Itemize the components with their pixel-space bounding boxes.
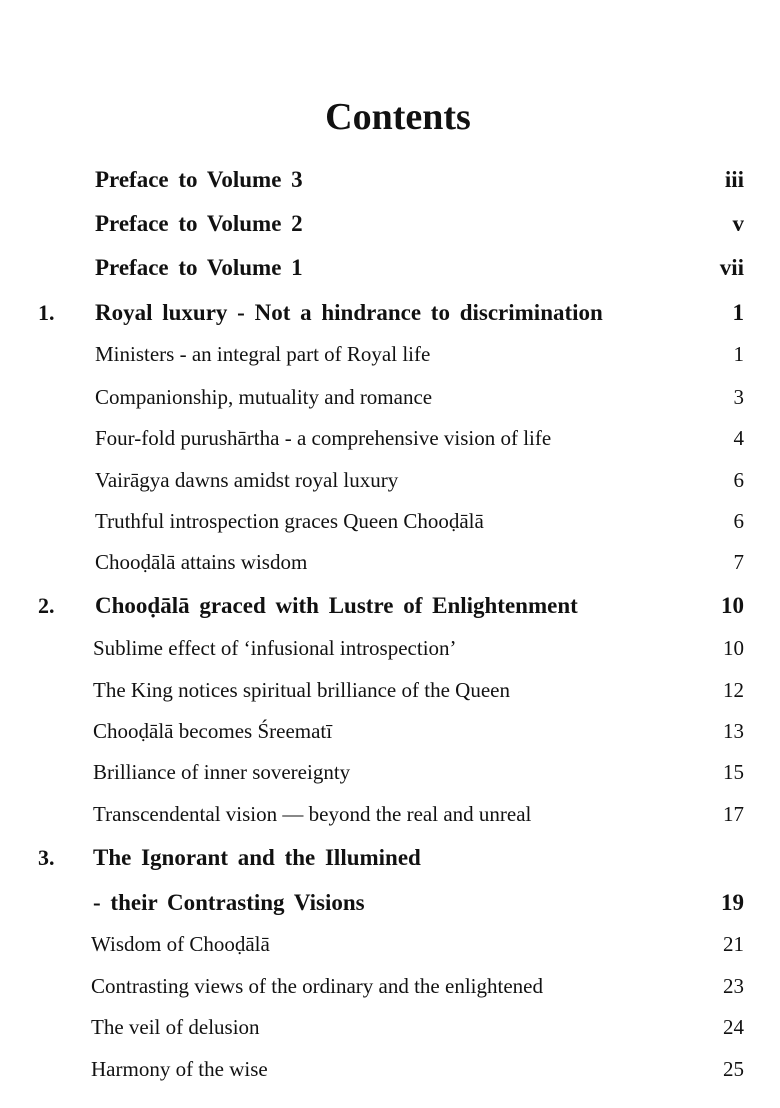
toc-entry (0, 255, 780, 285)
toc-entry (0, 760, 780, 790)
toc-entry (0, 342, 780, 372)
toc-entry (0, 300, 780, 330)
toc-entry (0, 974, 780, 1004)
toc-entry (0, 845, 780, 875)
page-number: 4 (733, 426, 744, 450)
toc-entry (0, 1057, 780, 1087)
page-number: 19 (721, 890, 744, 915)
entry-title: Preface to Volume 2 (95, 211, 303, 236)
page-number: 21 (723, 932, 744, 956)
toc-entry (0, 468, 780, 498)
entry-title: Contrasting views of the ordinary and the enlightened (91, 974, 543, 998)
page-number: 12 (723, 678, 744, 702)
toc-entry (0, 636, 780, 666)
page-number: v (732, 211, 744, 236)
page-number: 6 (733, 468, 744, 492)
page-number: 3 (733, 385, 744, 409)
entry-title: Four-fold purushārtha - a comprehensive vision of life (95, 426, 552, 450)
entry-title: - their Contrasting Visions (93, 890, 365, 915)
entry-title: Chooḍālā attains wisdom (95, 550, 308, 574)
entry-title: Truthful introspection graces Queen Chooḍālā (95, 509, 484, 533)
page-number: 13 (723, 719, 744, 743)
entry-title: Royal luxury - Not a hindrance to discrimination (95, 300, 603, 325)
entry-title: The Ignorant and the Illumined (93, 845, 421, 870)
page-number: 17 (723, 802, 744, 826)
chapter-number: 2. (38, 593, 55, 618)
toc-entry (0, 678, 780, 708)
toc-entry (0, 426, 780, 456)
toc-entry (0, 932, 780, 962)
page-number: 7 (733, 550, 744, 574)
entry-title: Chooḍālā becomes Śreematī (93, 719, 333, 743)
page-title: Contents (325, 96, 471, 138)
entry-title: Ministers - an integral part of Royal life (95, 342, 431, 366)
page-number: 10 (723, 636, 744, 660)
toc-entry (0, 593, 780, 623)
page-number: 6 (733, 509, 744, 533)
entry-title: Harmony of the wise (91, 1057, 268, 1081)
toc-entry (0, 167, 780, 197)
entry-title: Brilliance of inner sovereignty (93, 760, 351, 784)
entry-title: Wisdom of Chooḍālā (91, 932, 270, 956)
page-number: 25 (723, 1057, 744, 1081)
entry-title: Vairāgya dawns amidst royal luxury (95, 468, 399, 492)
chapter-number: 1. (38, 300, 55, 325)
page-number: vii (719, 255, 744, 280)
toc-entry (0, 550, 780, 580)
entry-title: The veil of delusion (91, 1015, 260, 1039)
chapter-number: 3. (38, 845, 55, 870)
entry-title: Preface to Volume 1 (95, 255, 303, 280)
page-number: 1 (732, 300, 744, 325)
entry-title: Transcendental vision — beyond the real and unreal (93, 802, 532, 826)
page-number: 1 (733, 342, 744, 366)
toc-entry (0, 890, 780, 920)
page-number: 15 (723, 760, 744, 784)
entry-title: Sublime effect of ‘infusional introspection’ (93, 636, 457, 660)
entry-title: The King notices spiritual brilliance of the Queen (93, 678, 510, 702)
toc-entry (0, 509, 780, 539)
page-number: 10 (721, 593, 744, 618)
toc-entry (0, 1015, 780, 1045)
entry-title: Chooḍālā graced with Lustre of Enlightenment (95, 593, 578, 618)
toc-entry (0, 802, 780, 832)
page-number: 24 (723, 1015, 744, 1039)
toc-entry (0, 385, 780, 415)
page-number: iii (724, 167, 744, 192)
toc-entry (0, 719, 780, 749)
page-number: 23 (723, 974, 744, 998)
entry-title: Preface to Volume 3 (95, 167, 303, 192)
toc-entry (0, 211, 780, 241)
entry-title: Companionship, mutuality and romance (95, 385, 433, 409)
